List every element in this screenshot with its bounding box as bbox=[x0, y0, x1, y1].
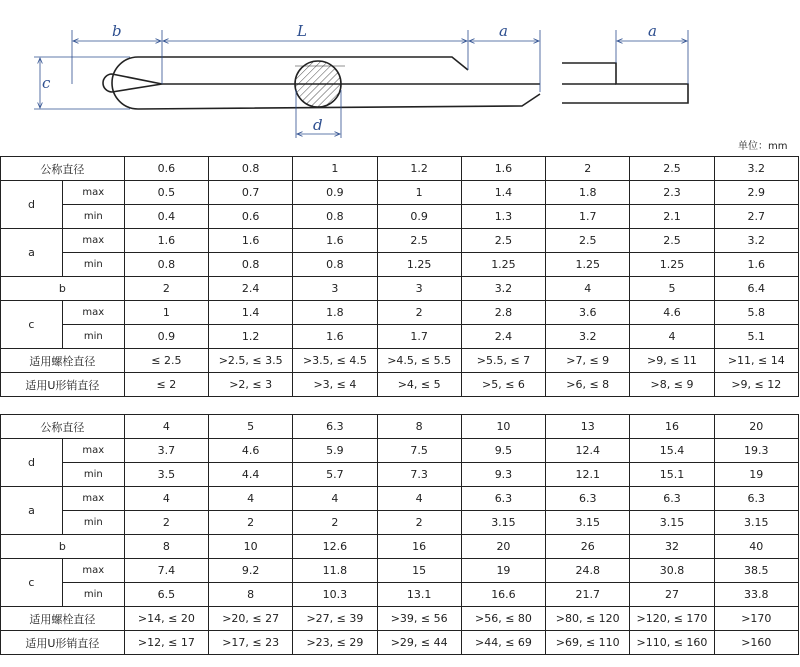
c-min-value: 4 bbox=[630, 325, 714, 349]
upin-value: >9, ≤ 12 bbox=[714, 373, 798, 397]
bolt-value: ≤ 2.5 bbox=[124, 349, 208, 373]
a-max-value: 4 bbox=[377, 487, 461, 511]
c-min-value: 27 bbox=[630, 583, 714, 607]
c-max-value: 1.8 bbox=[293, 301, 377, 325]
bolt-label: 适用螺栓直径 bbox=[1, 607, 125, 631]
a-max-value: 2.5 bbox=[546, 229, 630, 253]
a-min-value: 0.8 bbox=[124, 253, 208, 277]
a-max-value: 2.5 bbox=[630, 229, 714, 253]
side-view bbox=[562, 63, 688, 103]
c-max-value: 4.6 bbox=[630, 301, 714, 325]
upin-value: >6, ≤ 8 bbox=[546, 373, 630, 397]
c-max-value: 9.2 bbox=[209, 559, 293, 583]
a-min-row bbox=[1, 253, 799, 277]
min-label: min bbox=[62, 205, 124, 229]
d-max-row bbox=[1, 181, 799, 205]
c-min-value: 33.8 bbox=[714, 583, 798, 607]
a-label: a bbox=[1, 229, 63, 277]
b-value: 3 bbox=[377, 277, 461, 301]
c-min-value: 1.6 bbox=[293, 325, 377, 349]
c-max-value: 11.8 bbox=[293, 559, 377, 583]
d-min-value: 0.6 bbox=[209, 205, 293, 229]
d-max-value: 15.4 bbox=[630, 439, 714, 463]
c-max-value: 3.6 bbox=[546, 301, 630, 325]
c-max-value: 2.8 bbox=[461, 301, 545, 325]
a-max-value: 1.6 bbox=[209, 229, 293, 253]
d-max-value: 1 bbox=[377, 181, 461, 205]
bolt-value: >14, ≤ 20 bbox=[124, 607, 208, 631]
d-max-value: 12.4 bbox=[546, 439, 630, 463]
nominal-value: 5 bbox=[209, 415, 293, 439]
b-value: 2 bbox=[124, 277, 208, 301]
d-min-row bbox=[1, 205, 799, 229]
a-min-value: 3.15 bbox=[546, 511, 630, 535]
c-min-row bbox=[1, 325, 799, 349]
d-max-value: 0.7 bbox=[209, 181, 293, 205]
b-row bbox=[1, 535, 799, 559]
upin-value: >2, ≤ 3 bbox=[209, 373, 293, 397]
d-max-value: 0.9 bbox=[293, 181, 377, 205]
d-label: d bbox=[1, 439, 63, 487]
d-max-value: 1.8 bbox=[546, 181, 630, 205]
a-min-value: 3.15 bbox=[714, 511, 798, 535]
a-max-value: 4 bbox=[124, 487, 208, 511]
c-max-value: 15 bbox=[377, 559, 461, 583]
d-min-value: 1.7 bbox=[546, 205, 630, 229]
b-value: 40 bbox=[714, 535, 798, 559]
d-min-value: 7.3 bbox=[377, 463, 461, 487]
max-label: max bbox=[62, 181, 124, 205]
b-value: 8 bbox=[124, 535, 208, 559]
nominal-value: 20 bbox=[714, 415, 798, 439]
section-circle bbox=[295, 61, 341, 107]
bolt-label: 适用螺栓直径 bbox=[1, 349, 125, 373]
upin-label: 适用U形销直径 bbox=[1, 631, 125, 655]
d-min-value: 1.3 bbox=[461, 205, 545, 229]
spec-table-1 bbox=[0, 156, 799, 397]
nominal-value: 10 bbox=[461, 415, 545, 439]
spec-table-2 bbox=[0, 414, 799, 655]
a-min-row bbox=[1, 511, 799, 535]
a-max-value: 1.6 bbox=[124, 229, 208, 253]
a-min-value: 1.25 bbox=[377, 253, 461, 277]
nominal-row bbox=[1, 415, 799, 439]
b-value: 32 bbox=[630, 535, 714, 559]
dim-label-L: L bbox=[297, 22, 307, 40]
nominal-value: 1.2 bbox=[377, 157, 461, 181]
b-value: 20 bbox=[461, 535, 545, 559]
bolt-value: >4.5, ≤ 5.5 bbox=[377, 349, 461, 373]
a-max-row bbox=[1, 487, 799, 511]
a-min-value: 2 bbox=[293, 511, 377, 535]
a-min-value: 1.25 bbox=[630, 253, 714, 277]
d-min-row bbox=[1, 463, 799, 487]
bolt-value: >39, ≤ 56 bbox=[377, 607, 461, 631]
upin-value: >5, ≤ 6 bbox=[461, 373, 545, 397]
bolt-value: >5.5, ≤ 7 bbox=[461, 349, 545, 373]
cotter-pin-drawing bbox=[0, 0, 800, 150]
a-max-value: 1.6 bbox=[293, 229, 377, 253]
upin-value: ≤ 2 bbox=[124, 373, 208, 397]
c-label: c bbox=[1, 301, 63, 349]
b-value: 2.4 bbox=[209, 277, 293, 301]
upin-label: 适用U形销直径 bbox=[1, 373, 125, 397]
bolt-value: >27, ≤ 39 bbox=[293, 607, 377, 631]
a-max-value: 6.3 bbox=[630, 487, 714, 511]
min-label: min bbox=[62, 253, 124, 277]
b-value: 10 bbox=[209, 535, 293, 559]
b-value: 3.2 bbox=[461, 277, 545, 301]
c-min-row bbox=[1, 583, 799, 607]
c-min-value: 6.5 bbox=[124, 583, 208, 607]
nominal-header: 公称直径 bbox=[1, 157, 125, 181]
unit-note: 单位：mm bbox=[738, 141, 788, 152]
bolt-value: >2.5, ≤ 3.5 bbox=[209, 349, 293, 373]
max-label: max bbox=[62, 439, 124, 463]
max-label: max bbox=[62, 301, 124, 325]
a-min-value: 3.15 bbox=[461, 511, 545, 535]
upin-value: >17, ≤ 23 bbox=[209, 631, 293, 655]
c-max-value: 5.8 bbox=[714, 301, 798, 325]
d-max-value: 1.4 bbox=[461, 181, 545, 205]
b-value: 6.4 bbox=[714, 277, 798, 301]
a-min-value: 1.6 bbox=[714, 253, 798, 277]
b-value: 3 bbox=[293, 277, 377, 301]
nominal-value: 0.6 bbox=[124, 157, 208, 181]
d-max-value: 3.7 bbox=[124, 439, 208, 463]
a-label: a bbox=[1, 487, 63, 535]
nominal-value: 4 bbox=[124, 415, 208, 439]
max-label: max bbox=[62, 487, 124, 511]
d-min-value: 9.3 bbox=[461, 463, 545, 487]
dim-label-d: d bbox=[313, 116, 323, 134]
b-row bbox=[1, 277, 799, 301]
nominal-value: 2 bbox=[546, 157, 630, 181]
c-max-value: 30.8 bbox=[630, 559, 714, 583]
c-min-value: 5.1 bbox=[714, 325, 798, 349]
d-max-value: 7.5 bbox=[377, 439, 461, 463]
min-label: min bbox=[62, 583, 124, 607]
c-min-value: 21.7 bbox=[546, 583, 630, 607]
nominal-value: 0.8 bbox=[209, 157, 293, 181]
d-max-value: 5.9 bbox=[293, 439, 377, 463]
bolt-value: >80, ≤ 120 bbox=[546, 607, 630, 631]
d-max-value: 2.9 bbox=[714, 181, 798, 205]
a-min-value: 3.15 bbox=[630, 511, 714, 535]
upin-row bbox=[1, 631, 799, 655]
d-min-value: 0.4 bbox=[124, 205, 208, 229]
d-min-value: 19 bbox=[714, 463, 798, 487]
c-max-value: 24.8 bbox=[546, 559, 630, 583]
a-min-value: 0.8 bbox=[293, 253, 377, 277]
bolt-value: >3.5, ≤ 4.5 bbox=[293, 349, 377, 373]
bolt-row bbox=[1, 349, 799, 373]
c-max-value: 1.4 bbox=[209, 301, 293, 325]
a-max-value: 6.3 bbox=[714, 487, 798, 511]
c-min-value: 13.1 bbox=[377, 583, 461, 607]
c-min-value: 10.3 bbox=[293, 583, 377, 607]
a-max-value: 4 bbox=[209, 487, 293, 511]
upin-value: >8, ≤ 9 bbox=[630, 373, 714, 397]
bolt-row bbox=[1, 607, 799, 631]
upin-value: >3, ≤ 4 bbox=[293, 373, 377, 397]
b-value: 5 bbox=[630, 277, 714, 301]
max-label: max bbox=[62, 229, 124, 253]
nominal-value: 6.3 bbox=[293, 415, 377, 439]
upin-value: >12, ≤ 17 bbox=[124, 631, 208, 655]
dim-label-b: b bbox=[112, 22, 122, 40]
c-min-value: 0.9 bbox=[124, 325, 208, 349]
c-max-value: 1 bbox=[124, 301, 208, 325]
a-max-value: 2.5 bbox=[461, 229, 545, 253]
d-max-value: 0.5 bbox=[124, 181, 208, 205]
upin-value: >23, ≤ 29 bbox=[293, 631, 377, 655]
b-value: 16 bbox=[377, 535, 461, 559]
nominal-value: 8 bbox=[377, 415, 461, 439]
c-min-value: 3.2 bbox=[546, 325, 630, 349]
d-max-row bbox=[1, 439, 799, 463]
a-min-value: 1.25 bbox=[546, 253, 630, 277]
nominal-value: 2.5 bbox=[630, 157, 714, 181]
min-label: min bbox=[62, 325, 124, 349]
d-max-value: 9.5 bbox=[461, 439, 545, 463]
d-min-value: 2.7 bbox=[714, 205, 798, 229]
nominal-value: 1.6 bbox=[461, 157, 545, 181]
min-label: min bbox=[62, 511, 124, 535]
upin-value: >69, ≤ 110 bbox=[546, 631, 630, 655]
upin-value: >4, ≤ 5 bbox=[377, 373, 461, 397]
c-min-value: 2.4 bbox=[461, 325, 545, 349]
a-max-value: 3.2 bbox=[714, 229, 798, 253]
bolt-value: >9, ≤ 11 bbox=[630, 349, 714, 373]
d-min-value: 0.9 bbox=[377, 205, 461, 229]
nominal-row bbox=[1, 157, 799, 181]
nominal-value: 13 bbox=[546, 415, 630, 439]
dim-label-a-side: a bbox=[648, 22, 657, 40]
c-max-row bbox=[1, 301, 799, 325]
d-min-value: 5.7 bbox=[293, 463, 377, 487]
bolt-value: >11, ≤ 14 bbox=[714, 349, 798, 373]
nominal-value: 3.2 bbox=[714, 157, 798, 181]
min-label: min bbox=[62, 463, 124, 487]
a-min-value: 1.25 bbox=[461, 253, 545, 277]
c-max-row bbox=[1, 559, 799, 583]
a-max-value: 4 bbox=[293, 487, 377, 511]
c-max-value: 38.5 bbox=[714, 559, 798, 583]
upin-value: >160 bbox=[714, 631, 798, 655]
c-max-value: 2 bbox=[377, 301, 461, 325]
a-min-value: 0.8 bbox=[209, 253, 293, 277]
b-value: 12.6 bbox=[293, 535, 377, 559]
b-label: b bbox=[1, 535, 125, 559]
a-max-row bbox=[1, 229, 799, 253]
bolt-value: >20, ≤ 27 bbox=[209, 607, 293, 631]
c-label: c bbox=[1, 559, 63, 607]
dim-label-a-main: a bbox=[499, 22, 508, 40]
d-min-value: 3.5 bbox=[124, 463, 208, 487]
dim-label-c: c bbox=[42, 74, 51, 92]
c-min-value: 16.6 bbox=[461, 583, 545, 607]
bolt-value: >170 bbox=[714, 607, 798, 631]
d-min-value: 4.4 bbox=[209, 463, 293, 487]
nominal-header: 公称直径 bbox=[1, 415, 125, 439]
upin-row bbox=[1, 373, 799, 397]
nominal-value: 16 bbox=[630, 415, 714, 439]
bolt-value: >7, ≤ 9 bbox=[546, 349, 630, 373]
d-max-value: 19.3 bbox=[714, 439, 798, 463]
upin-value: >29, ≤ 44 bbox=[377, 631, 461, 655]
nominal-value: 1 bbox=[293, 157, 377, 181]
c-max-value: 7.4 bbox=[124, 559, 208, 583]
d-label: d bbox=[1, 181, 63, 229]
upin-value: >44, ≤ 69 bbox=[461, 631, 545, 655]
d-min-value: 2.1 bbox=[630, 205, 714, 229]
bolt-value: >56, ≤ 80 bbox=[461, 607, 545, 631]
d-min-value: 12.1 bbox=[546, 463, 630, 487]
a-min-value: 2 bbox=[377, 511, 461, 535]
b-label: b bbox=[1, 277, 125, 301]
bolt-value: >120, ≤ 170 bbox=[630, 607, 714, 631]
a-max-value: 6.3 bbox=[546, 487, 630, 511]
d-min-value: 0.8 bbox=[293, 205, 377, 229]
a-min-value: 2 bbox=[209, 511, 293, 535]
c-max-value: 19 bbox=[461, 559, 545, 583]
a-max-value: 6.3 bbox=[461, 487, 545, 511]
b-value: 4 bbox=[546, 277, 630, 301]
d-min-value: 15.1 bbox=[630, 463, 714, 487]
c-min-value: 1.7 bbox=[377, 325, 461, 349]
c-min-value: 8 bbox=[209, 583, 293, 607]
d-max-value: 4.6 bbox=[209, 439, 293, 463]
d-max-value: 2.3 bbox=[630, 181, 714, 205]
c-min-value: 1.2 bbox=[209, 325, 293, 349]
max-label: max bbox=[62, 559, 124, 583]
upin-value: >110, ≤ 160 bbox=[630, 631, 714, 655]
a-max-value: 2.5 bbox=[377, 229, 461, 253]
b-value: 26 bbox=[546, 535, 630, 559]
a-min-value: 2 bbox=[124, 511, 208, 535]
